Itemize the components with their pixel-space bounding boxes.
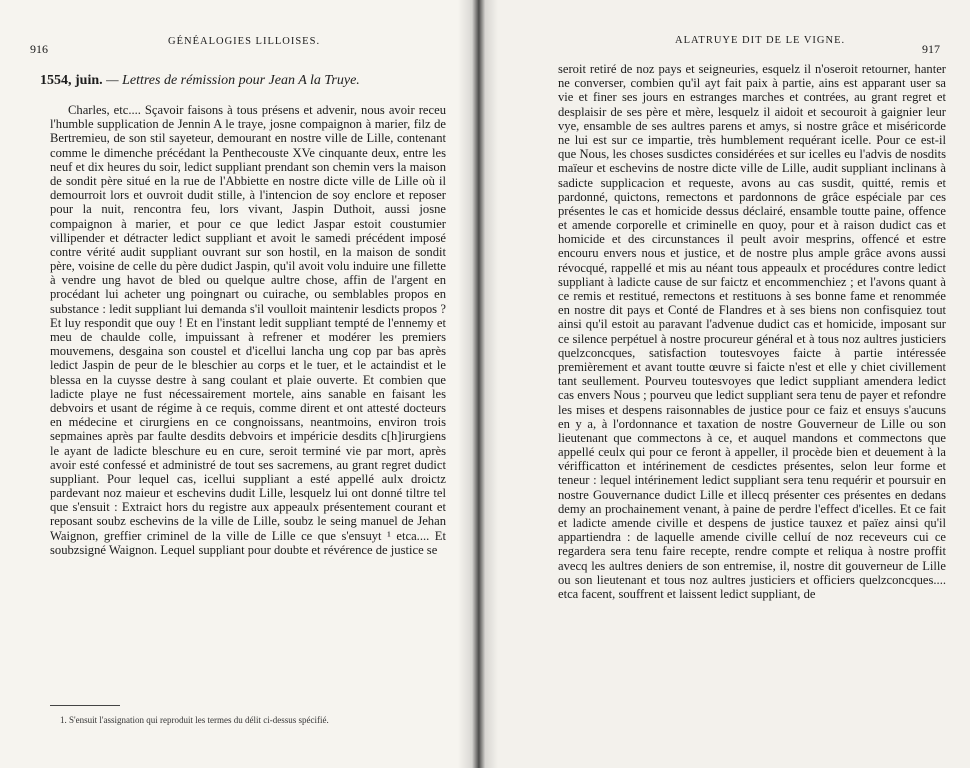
left-page	[0, 0, 470, 768]
entry-date: 1554, juin.	[40, 73, 103, 88]
right-page	[470, 0, 970, 768]
right-page-number: 917	[922, 42, 940, 56]
left-body-text: Charles, etc.... Sçavoir faisons à tous présens et advenir, nous avoir receu l'humble supplication de Jennin A le traye, josne compaignon à marier, filz de Bertremieu, de son stil sayeteur, demourant en nostre ville de Lille, contenant comme le dimenche précédant la Penthecouste XVe cinquante deux, entre les neuf et dix heures du soir, ledict suppliant prendant son chemin vers la maison de sondit père situé en la rue de l'Abbiette en nostre dicte ville de Lille où il demourroit lors et ouvroit dudit stille, à l'intencion de soy enclore et reposer pour la nuit, rencontra feu, lors vivant, Jaspin Duthoit, aussi josne compaignon à marier, et pour ce que ledict Jaspar estoit coustumier villipender et détracter ledict suppliant et avoit le samedi précédent imposé contre vérité audit suppliant ouvrant sur son hostil, en la maison de sondit père, voisine de celle du père dudict Jaspin, qu'il avoit volu induire une fillette à vendre ung havot de bled ou quelque aultre chose, affin de l'argent en procédant lui acheter ung poingnart ou cuirache, ou semblables propos en substance : ledit suppliant lui demanda s'il voulloit maintenir lesdicts propos ? Et luy respondit que ouy ! Et en l'instant ledit suppliant tempté de l'ennemy et meu de chaulde colle, impuissant à refrener et modérer les premiers mouvemens, desgaina son coustel et d'icellui lancha ung cop par bas après ledict Jaspin de peur de le bleschier au corps et le tuer, et le actaindist et le blessa en la cuysse destre à sang coulant et plaie ouverte. Et combien que ladicte playe ne fust nécessairement mortele, ains sanable en faisant les debvoirs et usant de régime à ce requis, comme dirent et ont attesté docteurs en médecine et cirurgiens en ce congnoissans, neantmoins, environ trois sepmaines après par faulte desdits debvoirs et impéricie desdits c[h]irurgiens le ayant de ladicte bleschure eu en cure, seroit terminé vie par mort, après avoir esté confessé et administré de tout ses sacremens, au grant regret dudict suppliant. Pour lequel cas, icellui suppliant a esté appellé aulx droictz pardevant noz maieur et eschevins dudit Lille, lesquelz lui ont donné tiltre tel que s'ensuit : Extraict hors du registre aux appeaulx présentement courant et reposant soubz eschevins de la ville de Lille, soubz le seing manuel de Jehan Waignon, greffier criminel de la ville de Lille ce que s'ensuyt ¹ etca.... Et soubzsigné Waignon. Lequel suppliant pour doubte et révérence de justice se	[50, 103, 446, 557]
entry-title: — Lettres de rémission pour Jean A la Truye.	[102, 73, 360, 88]
right-running-head: ALATRUYE DIT DE LE VIGNE.	[675, 35, 846, 46]
left-page-number: 916	[30, 42, 48, 56]
entry-heading	[40, 73, 360, 89]
right-body-text: seroit retiré de noz pays et seigneuries, esquelz il n'oseroit retourner, hanter ne converser, combien qu'il ayt fait paix à partie, ains est apparant user sa vie et finer ses jours en estranges marches et contrées, au grant regret et desplaisir de ses père et mère, lesquelz il aidoit et secouroit à gaignier leur vye, ensamble de ses aultres parens et amys, si nostre grâce et miséricorde ne lui est sur ce impartie, très humblement requérant icelle. Pour ce est-il que Nous, les choses susdictes considérées et sur icelles eu l'advis de nosdits maïeur et eschevins de nostre dicte ville de Lille, audit suppliant inclinans à sadicte supplicacion et requeste, avons au cas susdit, quitté, remis et pardonné, quictons, remectons et pardonnons de grâce espéciale par ces présentes le cas et homicide dessus déclairé, ensamble toutte paine, offence et amende corporelle et criminelle en quoy, pour et à raison dudict cas et homicide et des circunstances il peult avoir mesprins, offencé et estre encouru envers nous et justice, et de nostre plus ample grâce avons aussi révocqué, rappellé et mis au néant tous appeaulx et procédures contre ledict suppliant à ladicte cause de sur faictz et encommenchiez ; et l'avons quant à ce remis et restitué, remectons et restituons à ses bonne fame et renommée en nostre dit pays et Conté de Flandres et à ses biens non confisquiez tout ainsi qu'il estoit au paravant l'advenue dudict cas et homicide, imposant sur ce silence perpétuel à nostre procureur général et à tous noz aultres justiciers quelzconcques, satisfaction toutesvoyes faicte à partie intéressée premièrement et avant toutte œuvre si faicte n'est et elle y chiet civillement tant seullement. Pourveu toutesvoyes que ledict suppliant amendera ledict cas envers Nous ; pourveu que ledict suppliant sera tenu de payer et refondre les mises et despens raisonnables de justice pour ce faiz et ensuys s'aucuns en y a, à l'ordonnance et taxation de nostre Gouverneur de Lille ou son lieutenant que commectons à ce, et auquel mandons et commectons que appellé ceulx qui pour ce feront à appeller, il procède bien et deuement à la vérifficatton et intérinement de cesdictes présentes, selon leur forme et teneur : lequel intérinement ledict suppliant sera tenu requérir et poursuir en nostre Gouvernance dudict Lille et illecq présenter ces présentes en dedans demy an prochainement venant, à paine de perdre l'effect d'icelles. Et ce fait et ladicte amende civille et despens de justice tauxez et païez ainsi qu'il appartiendra : de laquelle amende civille celluí de noz receveurs cui ce regardera sera tenu faire recepte, rendre compte et reliqua à nostre proffit avecq les aultres deniers de son entremise, il, nostre dit gouverneur de Lille ou son lieutenant et tous noz aultres justiciers et officiers quelzconcques.... etca facent, souffrent et laissent ledict suppliant, de	[558, 62, 946, 601]
footnote-rule	[50, 705, 120, 706]
left-running-head: GÉNÉALOGIES LILLOISES.	[168, 36, 321, 47]
book-gutter-shadow	[458, 0, 498, 768]
footnote: 1. S'ensuit l'assignation qui reproduit les termes du délit ci-dessus spécifié.	[60, 715, 329, 725]
